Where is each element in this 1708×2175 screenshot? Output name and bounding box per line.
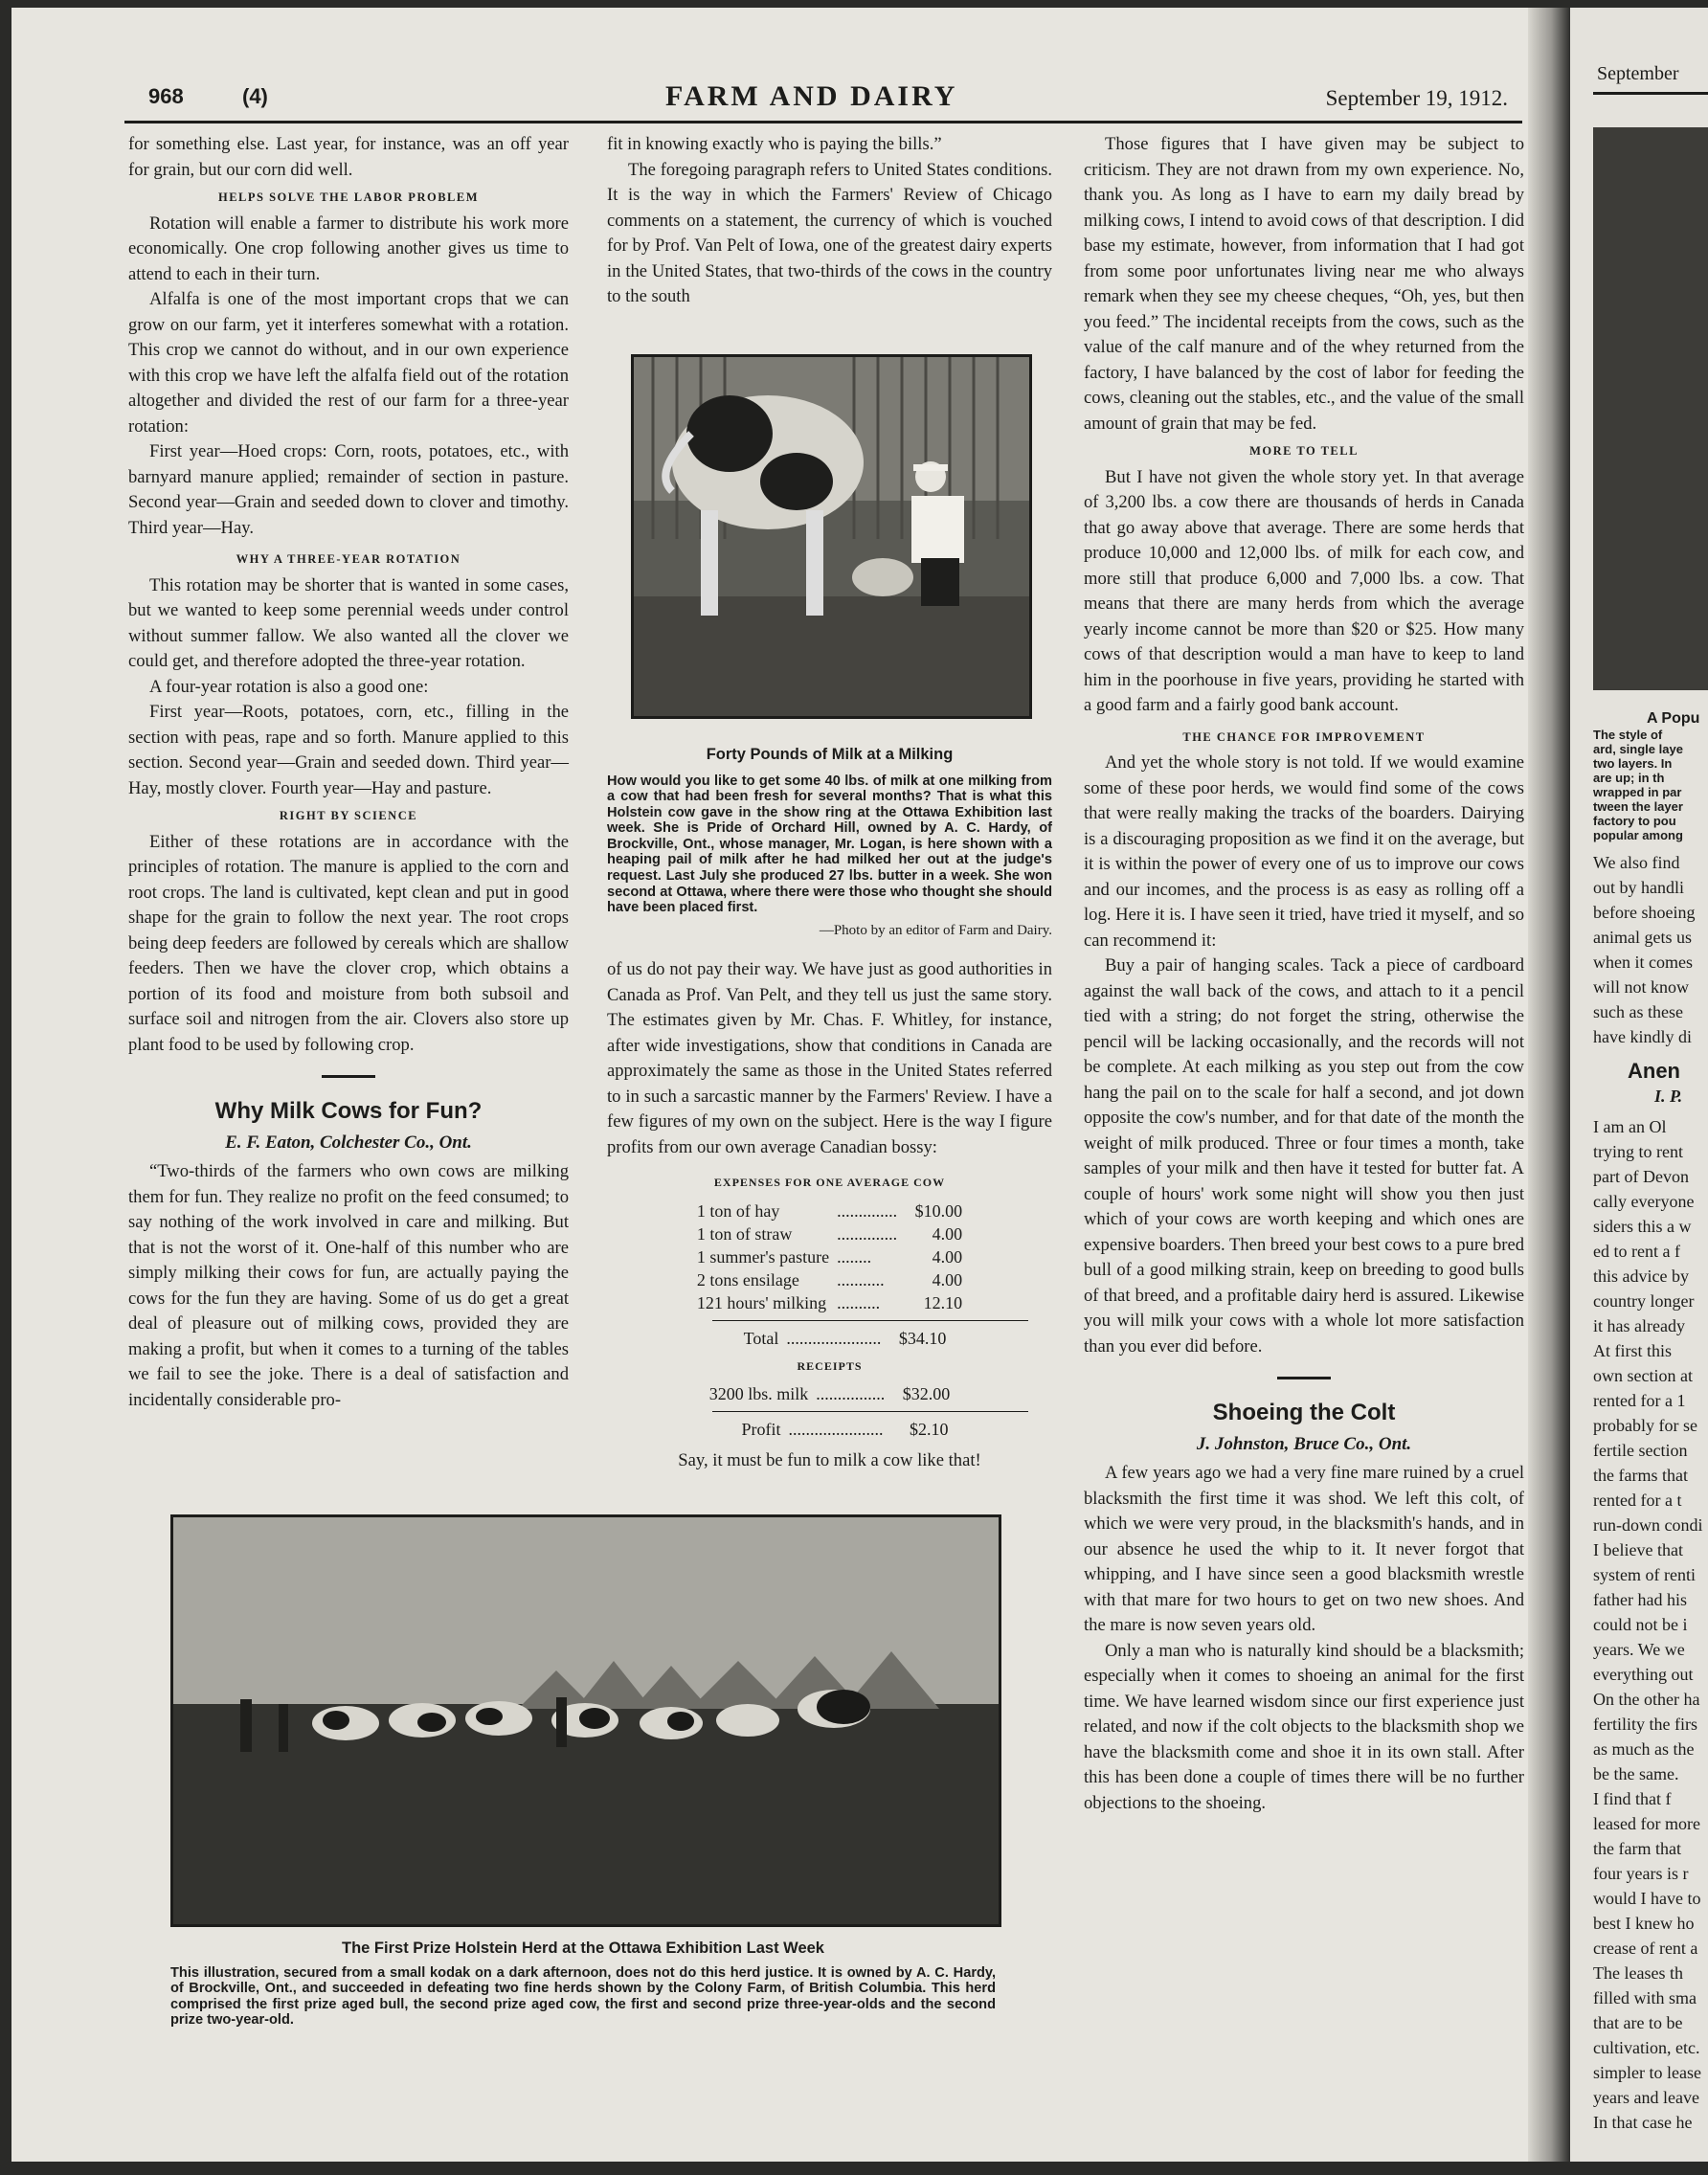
facing-line: would I have to bbox=[1593, 1889, 1701, 1908]
facing-body-2 bbox=[1593, 1114, 1702, 2135]
facing-line: crease of rent a bbox=[1593, 1939, 1698, 1958]
paragraph: Either of these rotations are in accordance with the principles of rotation. The manure is applied to the corn and root crops. The land is cultivated, kept clean and put in good shape for the grain to follow the next year. The root crops being deep feeders are followed by cereals which are shallow feeders. Then we have the clover crop, which obtains a portion of its food and moisture from both subsoil and surface soil and nitrogen from the air. Clovers also store up plant food to be used by following crop. bbox=[128, 831, 569, 1055]
subheading: THE CHANCE FOR IMPROVEMENT bbox=[1182, 729, 1426, 744]
page-gutter bbox=[1528, 8, 1570, 2162]
page-header bbox=[148, 80, 1508, 123]
photo-credit: —Photo by an editor of Farm and Dairy. bbox=[819, 922, 1052, 938]
facing-line: fertility the firs bbox=[1593, 1715, 1697, 1734]
facing-line: factory to pou bbox=[1593, 814, 1676, 828]
facing-line: part of Devon bbox=[1593, 1167, 1689, 1186]
section-number: (4) bbox=[242, 84, 268, 108]
facing-line: the farms that bbox=[1593, 1466, 1688, 1485]
paragraph: First year—Hoed crops: Corn, roots, potatoes, etc., with barnyard manure applied; remainder of section in pasture. Second year—Grain and seeded down to clover and timothy. Third year—Hay. bbox=[128, 441, 569, 538]
expense-dots: ........ bbox=[837, 1246, 872, 1267]
receipt-dots: ................ bbox=[816, 1384, 886, 1403]
facing-line: own section at bbox=[1593, 1366, 1693, 1385]
expense-row bbox=[693, 1222, 966, 1245]
receipt-row bbox=[706, 1382, 955, 1405]
column-2-continued bbox=[607, 957, 1052, 1474]
column-2 bbox=[607, 132, 1052, 310]
facing-article-title: Anen bbox=[1628, 1059, 1680, 1083]
paragraph: And yet the whole story is not told. If we would examine some of these poor herds, we would find some of the cows that were really making the tracks of the boarders. Dairying is a discouraging proposition as we find it on the average, but it is within the power of every one of us to improve our cows and our incomes, and the process is as easy as rolling off a log. Here it is. I have seen it tried, have tried it myself, and so can recommend it: bbox=[1084, 752, 1524, 951]
facing-line: such as these bbox=[1593, 1002, 1683, 1021]
facing-line: out by handli bbox=[1593, 878, 1684, 897]
expense-dots: .......... bbox=[837, 1292, 881, 1312]
herd-photo-title: The First Prize Holstein Herd at the Ottawa Exhibition Last Week bbox=[342, 1940, 824, 1957]
paragraph: A four-year rotation is also a good one: bbox=[149, 676, 429, 697]
facing-line: probably for se bbox=[1593, 1416, 1697, 1435]
herd-caption-block bbox=[170, 1936, 996, 2029]
facing-line: tween the layer bbox=[1593, 799, 1683, 814]
facing-line: I find that f bbox=[1593, 1789, 1672, 1808]
facing-line: are up; in th bbox=[1593, 771, 1665, 785]
profit-table bbox=[707, 1418, 952, 1441]
facing-line: be the same. bbox=[1593, 1764, 1679, 1783]
herd-photo bbox=[170, 1514, 1001, 1927]
expense-row bbox=[693, 1291, 966, 1314]
facing-line: it has already bbox=[1593, 1316, 1685, 1335]
facing-line: when it comes bbox=[1593, 953, 1693, 972]
facing-line: have kindly di bbox=[1593, 1027, 1692, 1046]
facing-line: ed to rent a f bbox=[1593, 1242, 1680, 1261]
article-divider bbox=[1277, 1377, 1331, 1379]
expense-amount: 4.00 bbox=[932, 1269, 963, 1289]
facing-line: best I knew ho bbox=[1593, 1914, 1695, 1933]
facing-body-1 bbox=[1593, 850, 1695, 1049]
facing-line: At first this bbox=[1593, 1341, 1673, 1360]
article-divider bbox=[322, 1075, 375, 1078]
facing-line: In that case he bbox=[1593, 2113, 1693, 2132]
expense-row bbox=[693, 1200, 966, 1222]
expense-dots: ........... bbox=[837, 1269, 885, 1289]
expense-item: 1 ton of hay bbox=[696, 1200, 780, 1221]
facing-line: cultivation, etc. bbox=[1593, 2038, 1700, 2057]
facing-line: this advice by bbox=[1593, 1267, 1689, 1286]
facing-line: rented for a t bbox=[1593, 1491, 1682, 1510]
facing-page-header: September bbox=[1597, 63, 1679, 84]
article-byline: E. F. Eaton, Colchester Co., Ont. bbox=[225, 1132, 472, 1153]
expense-item: 2 tons ensilage bbox=[696, 1269, 799, 1289]
paragraph: “Two-thirds of the farmers who own cows are milking them for fun. They realize no profit on the feed consumed; to say nothing of the work involved in care and milking. But that is not the worst of it. One-half of this number who are simply milking their cows for fun, are actually paying the cows for the fun they are having. Some of us do get a great deal of pleasure out of milking cows, provided they are making a profit, but when it comes to a turning of the tables we fail to see the joke. There is a deal of satisfaction and incidentally considerable pro- bbox=[128, 1161, 569, 1410]
article-byline: J. Johnston, Bruce Co., Ont. bbox=[1196, 1433, 1412, 1454]
paragraph: First year—Roots, potatoes, corn, etc., filling in the section with peas, rape and so forth. Manure applied to this section. Second year—Grain and seeded down. Third year—Hay, mostly clover. Fourth year—Hay and pasture. bbox=[128, 702, 569, 798]
expense-row bbox=[693, 1268, 966, 1291]
expense-item: 1 ton of straw bbox=[696, 1223, 793, 1244]
facing-line: years. We we bbox=[1593, 1640, 1685, 1659]
expense-amount: $10.00 bbox=[914, 1200, 963, 1221]
facing-line: will not know bbox=[1593, 977, 1690, 997]
article-title: Shoeing the Colt bbox=[1212, 1400, 1396, 1425]
facing-line: fertile section bbox=[1593, 1441, 1688, 1460]
receipts-table bbox=[706, 1382, 955, 1405]
expenses-table bbox=[693, 1200, 966, 1314]
facing-line: The leases th bbox=[1593, 1963, 1683, 1983]
subheading: WHY A THREE-YEAR ROTATION bbox=[236, 552, 461, 566]
paragraph: Rotation will enable a farmer to distribute his work more economically. One crop following another gives us time to attend to each in their turn. bbox=[128, 213, 569, 284]
cow-milking-image bbox=[634, 357, 1029, 716]
expense-amount: 4.00 bbox=[932, 1246, 963, 1267]
receipt-amount: $32.00 bbox=[902, 1384, 951, 1403]
paragraph: of us do not pay their way. We have just as good authorities in Canada as Prof. Van Pelt, and they tell us just the same story. The estimates given by Mr. Chas. F. Whitley, for instance, after wide investigations, show that conditions in Canada are approximately the same as those in the United States referred to in such a sarcastic manner by the Farmers' Review. I have a few figures of my own on the subject. Here is the way I figure profits from our own average Canadian bossy: bbox=[607, 959, 1052, 1157]
profit-amount: $2.10 bbox=[910, 1420, 949, 1439]
total-amount: $34.10 bbox=[898, 1328, 947, 1348]
paragraph: But I have not given the whole story yet. In that average of 3,200 lbs. a cow there are thousands of herds in Canada that go away above that average. There are some herds that produce 10,000 and 12,000 lbs. of milk for each cow, and more still that produce 6,000 and 7,000 lbs. a cow. That means that there are many herds from which the average yearly income cannot be more than $20 or $25. How many cows of that description would a man have to keep to land him in the poorhouse in five years, providing he started with a good farm and a fairly good bank account. bbox=[1084, 466, 1524, 715]
paragraph: The foregoing paragraph refers to United States conditions. It is the way in which the Farmers' Review of Chicago comments on a statement, the currency of which is vouched for by Prof. Van Pelt of Iowa, one of the greatest dairy experts in the United States, that two-thirds of the cows in the country to the south bbox=[607, 159, 1052, 306]
total-dots: ...................... bbox=[786, 1328, 882, 1348]
expenses-heading: EXPENSES FOR ONE AVERAGE COW bbox=[713, 1176, 946, 1189]
total-table bbox=[709, 1327, 951, 1350]
facing-line: The style of bbox=[1593, 728, 1663, 742]
paragraph: Only a man who is naturally kind should be a blacksmith; especially when it comes to shoeing an animal for the first time. We have learned wisdom since our first experience just related, and now if the colt objects to the blacksmith shop we have the blacksmith come and shoe it in its own stall. After this has been done a couple of times there will be no further objections to the shoeing. bbox=[1084, 1640, 1524, 1813]
facing-line: could not be i bbox=[1593, 1615, 1688, 1634]
facing-line: four years is r bbox=[1593, 1864, 1689, 1883]
expense-item: 121 hours' milking bbox=[696, 1292, 827, 1312]
facing-line: run-down condi bbox=[1593, 1515, 1703, 1535]
facing-caption-title: A Popu bbox=[1647, 710, 1700, 727]
subheading: RIGHT BY SCIENCE bbox=[279, 809, 418, 822]
subheading: MORE TO TELL bbox=[1249, 444, 1359, 458]
paragraph: A few years ago we had a very fine mare ruined by a cruel blacksmith the first time it was shod. We left this colt, of which we were very proud, in the blacksmith's hands, and in our absence he used the whip to it. It never forgot that whipping, and I have since seen a good blacksmith wrestle with that mare for two hours to get on two new shoes. And the mare is now seven years old. bbox=[1084, 1463, 1524, 1635]
paragraph: fit in knowing exactly who is paying the bills.” bbox=[607, 134, 942, 154]
expense-item: 1 summer's pasture bbox=[696, 1246, 830, 1267]
photo-caption: How would you like to get some 40 lbs. of milk at one milking from a cow that had been fresh for several months? That is what this Holstein cow gave in the show ring at the Ottawa Exhibition last week. She is Pride of Orchard Hill, owned by A. C. Hardy, of Brockville, Ont., whose manager, Mr. Logan, is here shown with a heaping pail of milk after he had milked her out at the judge's request. Last July she produced 27 lbs. butter in a week. She won second at Ottawa, where there were those who thought she should have been placed first. bbox=[607, 773, 1052, 916]
facing-header-rule bbox=[1593, 92, 1708, 95]
facing-page bbox=[1570, 8, 1708, 2162]
herd-photo-caption: This illustration, secured from a small kodak on a dark afternoon, does not do this herd justice. It is owned by A. C. Hardy, of Brockville, Ont., and succeeded in defeating two fine herds shown by the Colony Farm, of British Columbia. This herd comprised the first prize aged bull, the second prize aged cow, the first and second prize three-year-olds and the second prize two-year-old. bbox=[170, 1964, 996, 2029]
paragraph: for something else. Last year, for instance, was an off year for grain, but our corn did well. bbox=[128, 134, 569, 180]
profit-rule bbox=[712, 1411, 1028, 1412]
total-label: Total bbox=[743, 1328, 779, 1348]
facing-line: father had his bbox=[1593, 1590, 1687, 1609]
facing-line: rented for a 1 bbox=[1593, 1391, 1686, 1410]
total-rule bbox=[712, 1320, 1028, 1321]
column-1 bbox=[128, 132, 569, 1413]
facing-line: years and leave bbox=[1593, 2088, 1699, 2107]
total-row bbox=[709, 1327, 951, 1350]
facing-line: country longer bbox=[1593, 1291, 1695, 1311]
facing-line: as much as the bbox=[1593, 1739, 1695, 1759]
paragraph: Alfalfa is one of the most important crops that we can grow on our farm, yet it interferes somewhat with a rotation. This crop we cannot do without, and in our own experience with this crop we have left the alfalfa field out of the rotation altogether and divided the rest of our farm for a three-year rotation: bbox=[128, 289, 569, 437]
profit-label: Profit bbox=[741, 1420, 781, 1439]
photo-caption-block bbox=[607, 742, 1052, 943]
herd-image bbox=[173, 1517, 999, 1924]
closing-line: Say, it must be fun to milk a cow like that! bbox=[678, 1450, 981, 1470]
facing-caption bbox=[1593, 728, 1683, 842]
facing-line: filled with sma bbox=[1593, 1988, 1697, 2007]
facing-line: the farm that bbox=[1593, 1839, 1681, 1858]
facing-line: trying to rent bbox=[1593, 1142, 1683, 1161]
article-title: Why Milk Cows for Fun? bbox=[214, 1098, 483, 1124]
expense-amount: 12.10 bbox=[923, 1292, 963, 1312]
photo-title: Forty Pounds of Milk at a Milking bbox=[706, 746, 954, 763]
paragraph: This rotation may be shorter that is wanted in some cases, but we wanted to keep some perennial weeds under control without summer fallow. We also wanted all the clover we could get, and therefore adopted the three-year rotation. bbox=[128, 574, 569, 671]
facing-byline: I. P. bbox=[1654, 1087, 1683, 1106]
facing-line: before shoeing bbox=[1593, 903, 1696, 922]
header-rule bbox=[124, 121, 1522, 123]
page-number: 968 bbox=[148, 84, 184, 108]
profit-row bbox=[707, 1418, 952, 1441]
profit-dots: ...................... bbox=[788, 1420, 884, 1439]
facing-line: system of renti bbox=[1593, 1565, 1696, 1584]
facing-line: We also find bbox=[1593, 853, 1680, 872]
facing-line: I am an Ol bbox=[1593, 1117, 1667, 1136]
paragraph: Those figures that I have given may be subject to criticism. They are not drawn from my own experience. No, thank you. As long as I have to earn my daily bread by milking cows, I intend to avoid cows of that description. I did base my estimate, however, from information that I had got from some poor unfortunates living near me who always remark when they see my cheese cheques, “Oh, yes, but then you feed.” The incidental receipts from the cows, such as the value of the calf manure and of the whey returned from the factory, I have balanced by the cost of labor for feeding the cows, cleaning out the stables, etc., and the value of the small amount of grain that may be fed. bbox=[1084, 134, 1524, 434]
expense-amount: 4.00 bbox=[932, 1223, 963, 1244]
receipt-item: 3200 lbs. milk bbox=[708, 1384, 809, 1403]
subheading: HELPS SOLVE THE LABOR PROBLEM bbox=[217, 191, 480, 204]
facing-page-photo bbox=[1593, 127, 1708, 690]
facing-line: ard, single laye bbox=[1593, 742, 1683, 756]
facing-line: popular among bbox=[1593, 828, 1683, 842]
expense-dots: .............. bbox=[837, 1223, 898, 1244]
facing-line: wrapped in par bbox=[1593, 785, 1682, 799]
facing-line: two layers. In bbox=[1593, 756, 1673, 771]
facing-line: simpler to lease bbox=[1593, 2063, 1701, 2082]
masthead: FARM AND DAIRY bbox=[665, 80, 958, 112]
issue-date: September 19, 1912. bbox=[1325, 86, 1508, 110]
cow-milking-photo bbox=[631, 354, 1032, 719]
facing-line: leased for more bbox=[1593, 1814, 1700, 1833]
facing-line: On the other ha bbox=[1593, 1690, 1700, 1709]
facing-line: everything out bbox=[1593, 1665, 1694, 1684]
expense-dots: .............. bbox=[837, 1200, 898, 1221]
paragraph: Buy a pair of hanging scales. Tack a piece of cardboard against the wall back of the cows, and attach to it a pencil tied with a string; do not forget the string, otherwise the pencil will be lacking occasionally, and the records will not be complete. At each milking as you step out from the cow hang the pail on to the scale for half a second, and jot down opposite the cow's number, and for that date of the month the weight of milk produced. Three or four times a month, take samples of your milk and then have it tested for butter fat. A couple of hours' work some night will show you then just which of your cows are worth keeping and which ones are expensive boarders. Then breed your best cows to a pure bred bull of a good milking strain, keep on breeding to good bulls of that breed, and a profitable dairy herd is assured. Likewise you will milk your cows with a whole lot more satisfaction than you ever did before. bbox=[1084, 955, 1524, 1357]
receipts-heading: RECEIPTS bbox=[797, 1358, 863, 1373]
facing-line: that are to be bbox=[1593, 2013, 1683, 2032]
expense-row bbox=[693, 1245, 966, 1268]
facing-line: cally everyone bbox=[1593, 1192, 1695, 1211]
facing-line: siders this a w bbox=[1593, 1217, 1692, 1236]
facing-line: animal gets us bbox=[1593, 928, 1692, 947]
facing-line: I believe that bbox=[1593, 1540, 1683, 1559]
column-3 bbox=[1084, 132, 1524, 1816]
